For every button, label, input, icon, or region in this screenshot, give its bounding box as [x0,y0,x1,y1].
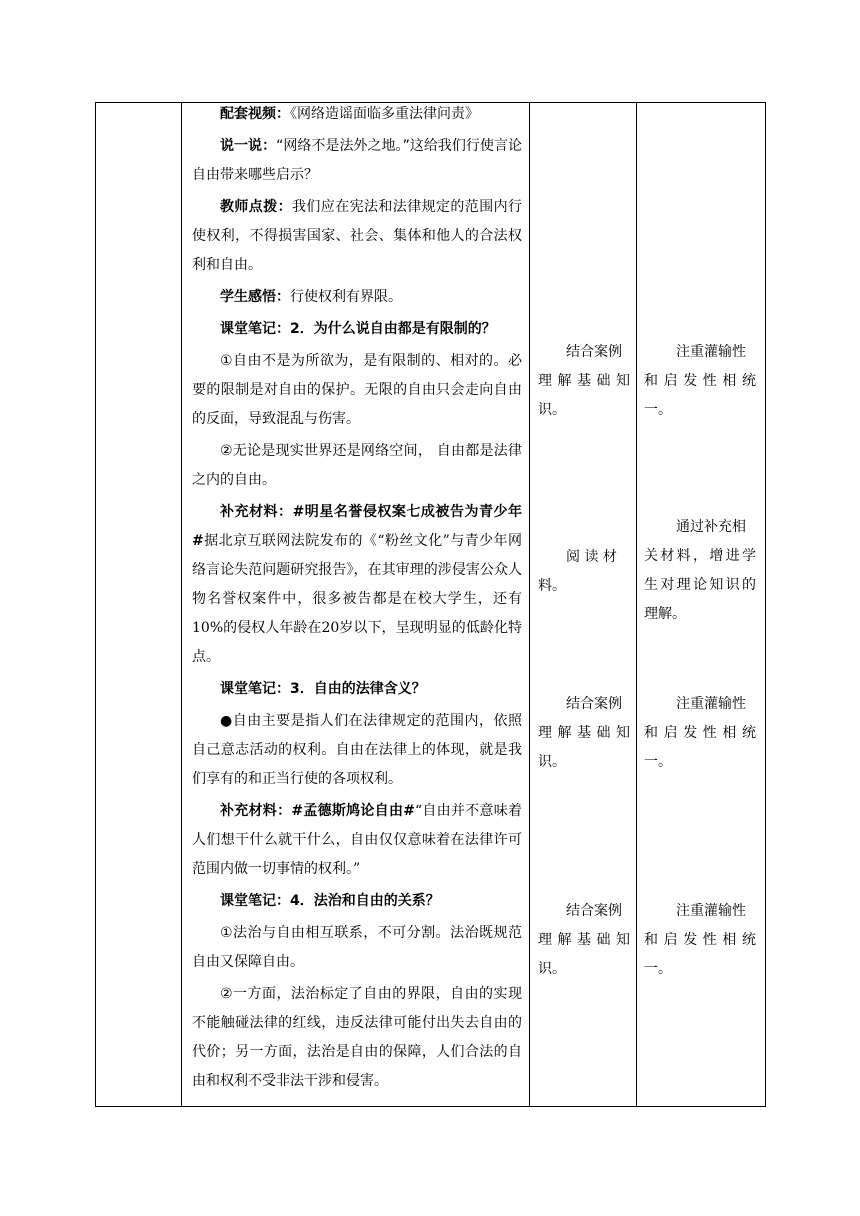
design-note-4-line-2: 和 启 发 性 相 统 [644,932,756,948]
note2-point-2: ②无论是现实世界还是网络空间， 自由都是法律之内的自由。 [192,443,522,488]
activity-note-2-line-2: 料。 [538,578,566,594]
feeling-label: 学生感悟： [220,289,290,305]
teaching-content-column [192,102,522,1096]
supplement-1 [192,498,522,672]
design-note-1-line-2: 和 启 发 性 相 统 [644,373,756,389]
supplement-1-text: 据北京互联网法院发布的《“粉丝文化”与青少年网络言论失范问题研究报告》，在其审理的涉侵害公众人物名誉权案件中，很多被告都是在校大学生，还有10%的侵权人年龄在20岁以下，呈现明显的低龄化特点。 [192,533,522,665]
supplement-2-label: 补充材料：#孟德斯鸠论自由# [220,803,415,819]
note3-point-1: ●自由主要是指人们在法律规定的范围内，依照自己意志活动的权利。自由在法律上的体现，就是我们享有的和正当行使的各项权利。 [192,713,522,787]
design-note-1 [644,338,756,425]
design-note-1-line-3: 一。 [644,402,672,418]
design-note-4-line-1: 注重灌输性 [676,903,746,919]
supplement-2 [192,797,522,884]
discuss-text: “网络不是法外之地。”这给我们行使言论自由带来哪些启示？ [192,138,522,183]
note4-heading [192,887,522,916]
column-divider-3 [636,102,637,1107]
column-divider-1 [181,102,182,1107]
activity-note-4 [538,897,630,984]
column-divider-2 [529,102,530,1107]
note4-point-1: ①法治与自由相互联系，不可分割。法治既规范自由又保障自由。 [192,925,522,970]
activity-note-3 [538,690,630,777]
design-note-3-line-2: 和 启 发 性 相 统 [644,725,756,741]
activity-note-3-line-3: 识。 [538,754,566,770]
activity-note-3-line-2: 理 解 基 础 知 [538,725,630,741]
activity-note-2 [538,543,630,601]
activity-note-2-line-1: 阅 读 材 [566,549,617,565]
feeling-text: 行使权利有界限。 [290,289,402,305]
activity-note-3-line-1: 结合案例 [566,696,622,712]
design-note-2-line-1: 通过补充相 [676,519,746,535]
note4-point-2: ②一方面，法治标定了自由的界限，自由的实现不能触碰法律的红线，违反法律可能付出失去自由的代价；另一方面，法治是自由的保障，人们合法的自由和权利不受非法干涉和侵害。 [192,986,522,1089]
design-note-3 [644,690,756,777]
table-border-left [95,102,96,1107]
video-title: 《网络造谣面临多重法律问责》 [290,106,479,122]
activity-note-4-line-3: 识。 [538,961,566,977]
design-note-3-line-3: 一。 [644,754,672,770]
discuss-paragraph [192,132,522,190]
design-note-4-line-3: 一。 [644,961,672,977]
note2-question: 2．为什么说自由都是有限制的？ [290,321,496,337]
discuss-label: 说一说： [220,138,277,154]
design-note-2 [644,513,756,629]
note3-question: 3．自由的法律含义？ [290,681,426,697]
supplement-1-label: 补充材料：#明星名誉侵权案七成被告为青少年# [192,504,522,549]
activity-note-1-line-2: 理 解 基 础 知 [538,373,630,389]
video-label: 配套视频： [220,106,290,122]
teacher-paragraph [192,193,522,280]
design-note-2-line-4: 理解。 [644,606,686,622]
activity-note-1-line-3: 识。 [538,402,566,418]
video-line [192,100,522,129]
note3-label: 课堂笔记： [220,681,290,697]
design-note-2-line-3: 生对理论知识的 [644,577,756,593]
design-note-3-line-1: 注重灌输性 [676,696,746,712]
activity-note-1 [538,338,630,425]
supplement-2-text: “自由并不意味着人们想干什么就干什么，自由仅仅意味着在法律许可范围内做一切事情的权利。” [192,803,522,877]
teacher-text: 我们应在宪法和法律规定的范围内行使权利，不得损害国家、社会、集体和他人的合法权利和自由。 [192,199,522,273]
feeling-paragraph [192,283,522,312]
table-border-right [765,102,766,1107]
table-border-bottom [95,1106,766,1107]
note4-label: 课堂笔记： [220,893,290,909]
design-note-4 [644,897,756,984]
activity-note-4-line-1: 结合案例 [566,903,622,919]
note2-label: 课堂笔记： [220,321,290,337]
design-note-2-line-2: 关材料，增进学 [644,548,756,564]
note3-heading [192,675,522,704]
note2-heading [192,315,522,344]
note2-point-1: ①自由不是为所欲为，是有限制的、相对的。必要的限制是对自由的保护。无限的自由只会走向自由的反面，导致混乱与伤害。 [192,353,522,427]
teacher-label: 教师点拨： [220,199,292,215]
activity-note-4-line-2: 理 解 基 础 知 [538,932,630,948]
activity-note-1-line-1: 结合案例 [566,344,622,360]
design-note-1-line-1: 注重灌输性 [676,344,746,360]
note4-question: 4．法治和自由的关系？ [290,893,440,909]
